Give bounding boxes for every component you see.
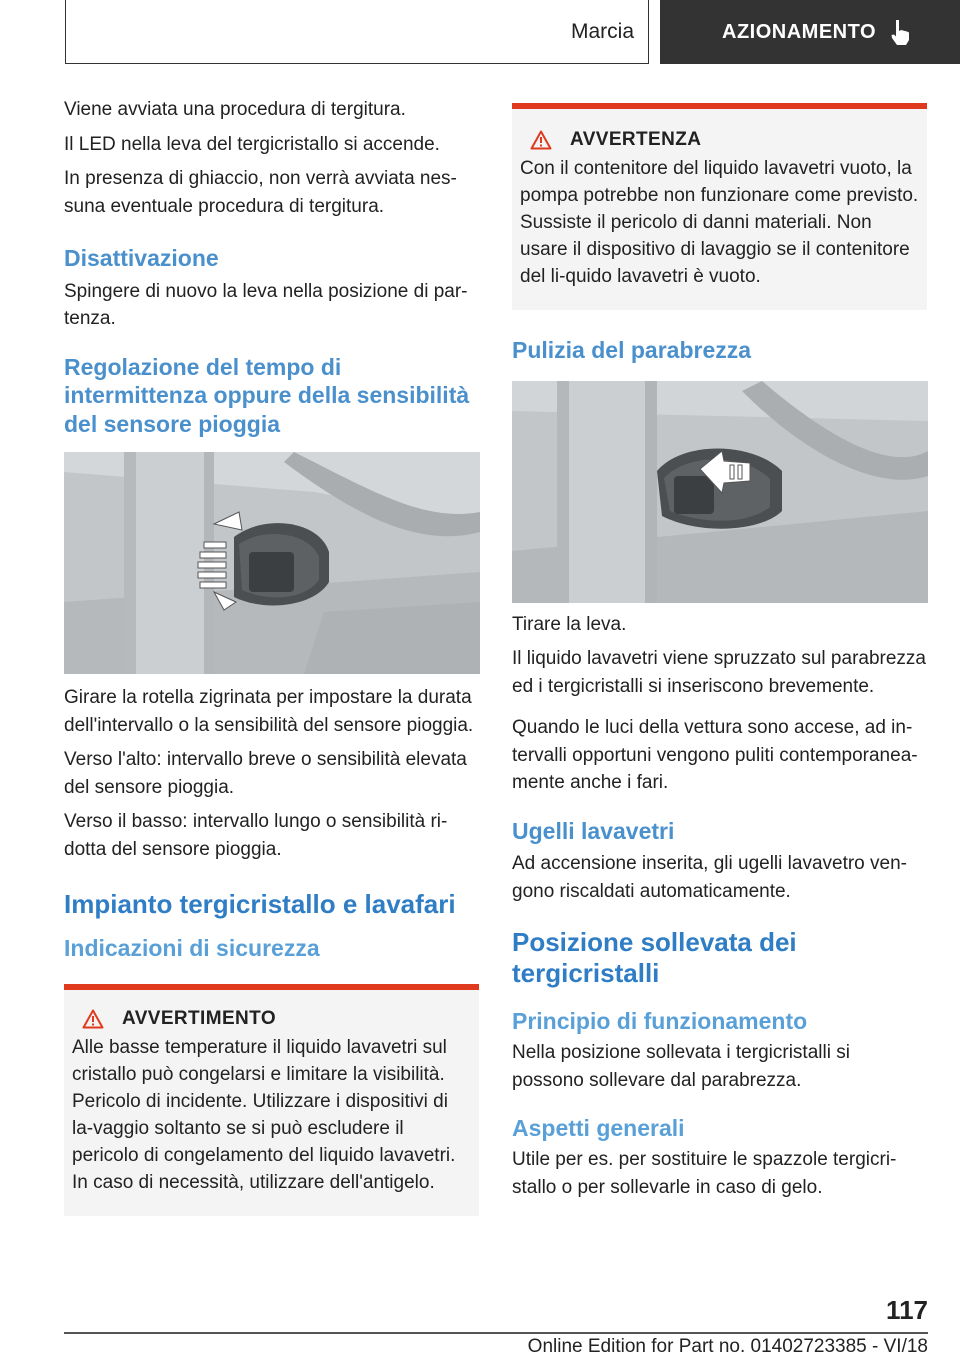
paragraph: In presenza di ghiaccio, non verrà avviata nes‐suna eventuale procedura di tergitura. <box>64 168 457 217</box>
footer-edition-text: Online Edition for Part no. 01402723385 - VI/18 <box>527 1336 928 1357</box>
warning-header <box>72 1008 471 1030</box>
paragraph: Utile per es. per sostituire le spazzole tergicri‐stallo o per sollevarle in caso di gelo. <box>512 1149 897 1198</box>
section-tab-label: Marcia <box>570 19 634 43</box>
paragraph: Ad accensione inserita, gli ugelli lavavetro ven‐gono riscaldati automaticamente. <box>512 853 907 902</box>
subsection-heading-principio: Principio di funzionamento <box>512 1008 808 1034</box>
warning-text: Con il contenitore del liquido lavavetri vuoto, la pompa potrebbe non funzionare come previsto. Sussiste il pericolo di danni materiali. Non usare il dispositivo di lavaggio se il contenitore del li‐quido lavavetri è vuoto. <box>520 158 919 287</box>
warning-text: Alle basse temperature il liquido lavavetri sul cristallo può congelarsi e limitare la visibilità. Pericolo di incidente. Utilizzare i dispositivi di la‐vaggio soltanto se si può escludere il pericolo di congelamento del liquido lavavetri. In caso di necessità, utilizzare dell'antigelo. <box>72 1037 456 1193</box>
warning-triangle-icon <box>530 130 552 150</box>
warning-title: AVVERTENZA <box>570 129 702 150</box>
section-heading-regolazione: Regolazione del tempo di intermittenza oppure della sensibilità del sensore pioggia <box>64 353 470 437</box>
warning-title: AVVERTIMENTO <box>122 1008 276 1029</box>
warning-box <box>512 103 927 310</box>
paragraph: Tirare la leva. <box>512 613 627 635</box>
paragraph: Spingere di nuovo la leva nella posizione di par‐tenza. <box>64 280 468 329</box>
section-tab[interactable] <box>65 0 649 64</box>
paragraph: Nella posizione sollevata i tergicristalli si possono sollevare dal parabrezza. <box>512 1042 850 1091</box>
section-heading-ugelli: Ugelli lavavetri <box>512 817 675 844</box>
paragraph: Il liquido lavavetri viene spruzzato sul parabrezza ed i tergicristalli si inseriscono brevemente. <box>512 648 926 697</box>
section-heading-posizione: Posizione sollevata dei tergicristalli <box>512 927 797 988</box>
paragraph: Quando le luci della vettura sono accese, ad in‐tervalli opportuni vengono puliti contemporanea‐mente anche i fari. <box>512 717 918 793</box>
paragraph: Verso il basso: intervallo lungo o sensibilità ri‐dotta del sensore pioggia. <box>64 811 448 860</box>
section-heading-impianto: Impianto tergicristallo e lavafari <box>64 889 456 919</box>
paragraph: Girare la rotella zigrinata per impostare la durata dell'intervallo o la sensibilità del sensore pioggia. <box>64 687 474 736</box>
paragraph: Viene avviata una procedura di tergitura. <box>64 99 406 120</box>
section-heading-disattivazione: Disattivazione <box>64 245 219 271</box>
paragraph: Verso l'alto: intervallo breve o sensibilità elevata del sensore pioggia. <box>64 749 467 798</box>
windshield-wash-figure <box>512 381 928 603</box>
chapter-tab[interactable] <box>660 0 960 64</box>
hand-pointer-icon <box>888 18 914 46</box>
section-heading-pulizia: Pulizia del parabrezza <box>512 337 752 363</box>
chapter-tab-label: AZIONAMENTO <box>722 20 877 43</box>
warning-box <box>64 984 479 1216</box>
warning-triangle-icon <box>82 1009 104 1029</box>
wiper-wheel-figure <box>64 452 480 674</box>
warning-header <box>520 129 919 151</box>
subsection-heading-indicazioni: Indicazioni di sicurezza <box>64 935 320 961</box>
subsection-heading-aspetti: Aspetti generali <box>512 1115 685 1141</box>
left-column <box>64 96 479 1216</box>
right-column <box>512 103 927 1208</box>
paragraph: Il LED nella leva del tergicristallo si accende. <box>64 133 440 155</box>
footer-divider <box>64 1332 928 1334</box>
page-number: 117 <box>886 1295 928 1325</box>
